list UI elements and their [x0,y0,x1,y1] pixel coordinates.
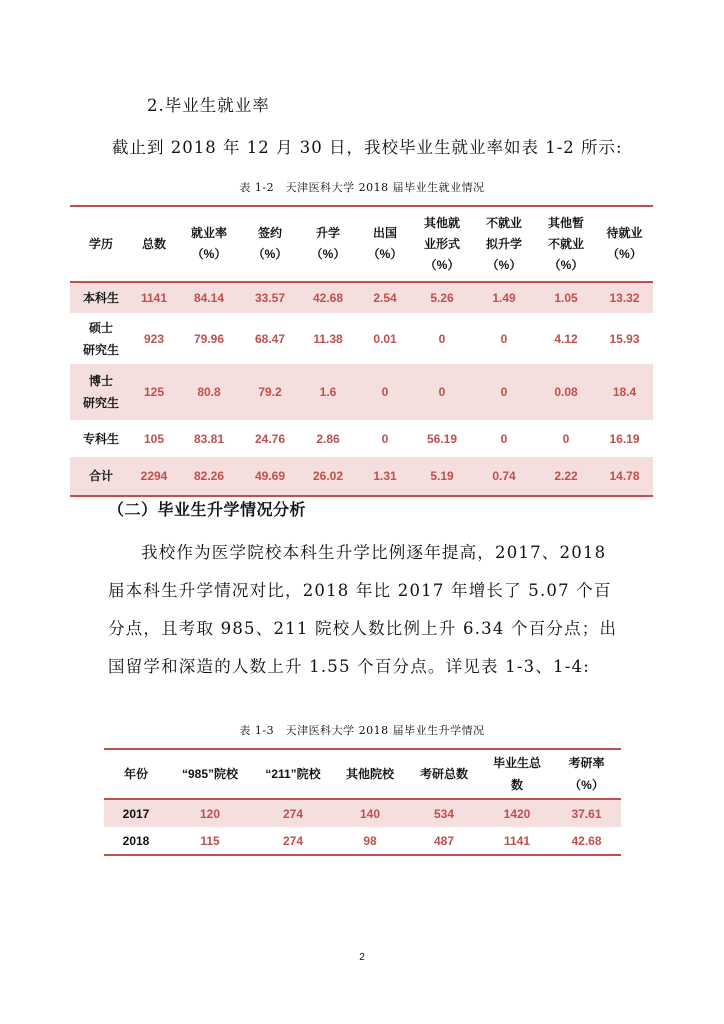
table1-row [70,282,653,313]
table-cell: 98 [334,827,406,855]
table-cell: 0 [500,431,508,446]
table1-header: 就业率 （%） [176,206,242,282]
section2-heading: （二）毕业生升学情况分析 [108,500,307,519]
table-cell: 49.69 [242,457,298,496]
table2-row [104,827,621,855]
table-cell: 15.93 [609,331,640,346]
table2-header: 考研总数 [406,749,482,799]
table-cell: 1141 [132,282,176,313]
table-cell: 37.61 [552,799,621,827]
table-cell: 11.38 [313,331,343,346]
table1-header-row [70,206,653,282]
table-cell: 0 [472,364,536,420]
table2-caption: 表 1-3 天津医科大学 2018 届毕业生升学情况 [239,724,485,737]
table-cell: 0.01 [373,331,397,346]
table-cell: 0 [358,364,412,420]
table-cell: 4.12 [554,331,578,346]
table-cell: 1420 [482,799,552,827]
row-label: 本科生 [70,282,132,313]
table1-header: 升学 （%） [298,206,358,282]
row-label: 2018 [104,827,168,855]
table-cell: 0 [500,331,508,346]
table-cell: 120 [168,799,252,827]
table2-header-row [104,749,621,799]
table1-row [70,364,653,420]
table-cell: 274 [252,799,334,827]
table-cell: 1.31 [358,457,412,496]
table-cell: 24.76 [254,431,286,446]
table1-header: 出国 （%） [358,206,412,282]
section2-paragraph: 我校作为医学院校本科生升学比例逐年提高，2017、2018 届本科生升学情况对比，2018 年比 2017 年增长了 5.07 个百分点，且考取 985、211 院校人数比例上升 6.34 个百分点；出国留学和深造的人数上升 1.55 个百分点。详见表 1-3、1-4: [108,543,618,676]
table-cell: 5.19 [412,457,472,496]
row-label: 专科生 [82,431,119,446]
table-cell: 0 [562,431,570,446]
table-cell: 1141 [482,827,552,855]
table1-total-row [70,457,653,496]
table-cell: 487 [406,827,482,855]
table1-row [70,313,653,364]
table-cell: 105 [143,431,165,446]
table-cell: 68.47 [254,331,286,346]
table1-caption: 表 1-2 天津医科大学 2018 届毕业生就业情况 [239,181,485,194]
table-cell: 5.26 [412,282,472,313]
table-cell: 79.96 [193,331,225,346]
table-cell: 115 [168,827,252,855]
table2-header: “985”院校 [168,749,252,799]
table-cell: 0.08 [536,364,596,420]
table-cell: 274 [252,827,334,855]
table2-header: 其他院校 [334,749,406,799]
employment-table [70,205,653,497]
table1-header: 待就业 （%） [596,206,653,282]
table1-header: 签约 （%） [242,206,298,282]
table1-header: 不就业 拟升学 （%） [472,206,536,282]
table-cell: 2294 [132,457,176,496]
table1-row [70,420,653,457]
table1-header: 其他就 业形式 （%） [412,206,472,282]
table-cell: 80.8 [176,364,242,420]
table1-header: 学历 [70,206,132,282]
table-cell: 2.54 [358,282,412,313]
row-label: 合计 [70,457,132,496]
table1-header: 总数 [132,206,176,282]
table-cell: 923 [143,331,165,346]
table2-row [104,799,621,827]
table2-header: “211”院校 [252,749,334,799]
table-cell: 83.81 [193,431,225,446]
table-cell: 14.78 [596,457,653,496]
table-cell: 16.19 [609,431,640,446]
table-cell: 42.68 [298,282,358,313]
table-cell: 26.02 [298,457,358,496]
table-cell: 125 [132,364,176,420]
table-cell: 42.68 [552,827,621,855]
table2-header: 毕业生总 数 [482,749,552,799]
table-cell: 79.2 [242,364,298,420]
table-cell: 0.74 [472,457,536,496]
table-cell: 13.32 [596,282,653,313]
row-label: 2017 [104,799,168,827]
table-cell: 0 [438,331,446,346]
table2-header: 年份 [104,749,168,799]
further-study-table [104,748,621,856]
table-cell: 0 [381,431,389,446]
table-cell: 82.26 [176,457,242,496]
row-label: 博士 研究生 [70,364,132,420]
table-cell: 1.6 [298,364,358,420]
table-cell: 84.14 [176,282,242,313]
table-cell: 1.05 [536,282,596,313]
section-heading: 2.毕业生就业率 [147,96,270,115]
table-cell: 0 [412,364,472,420]
table-cell: 140 [334,799,406,827]
intro-text: 截止到 2018 年 12 月 30 日，我校毕业生就业率如表 1-2 所示: [112,138,623,157]
table-cell: 33.57 [242,282,298,313]
row-label: 硕士 研究生 [82,320,119,357]
table-cell: 2.86 [316,431,340,446]
table-cell: 18.4 [596,364,653,420]
table-cell: 56.19 [426,431,458,446]
table1-header: 其他暂 不就业 （%） [536,206,596,282]
table-cell: 2.22 [536,457,596,496]
table-cell: 1.49 [472,282,536,313]
page-number: 2 [359,952,365,963]
table-cell: 534 [406,799,482,827]
table2-header: 考研率 （%） [552,749,621,799]
